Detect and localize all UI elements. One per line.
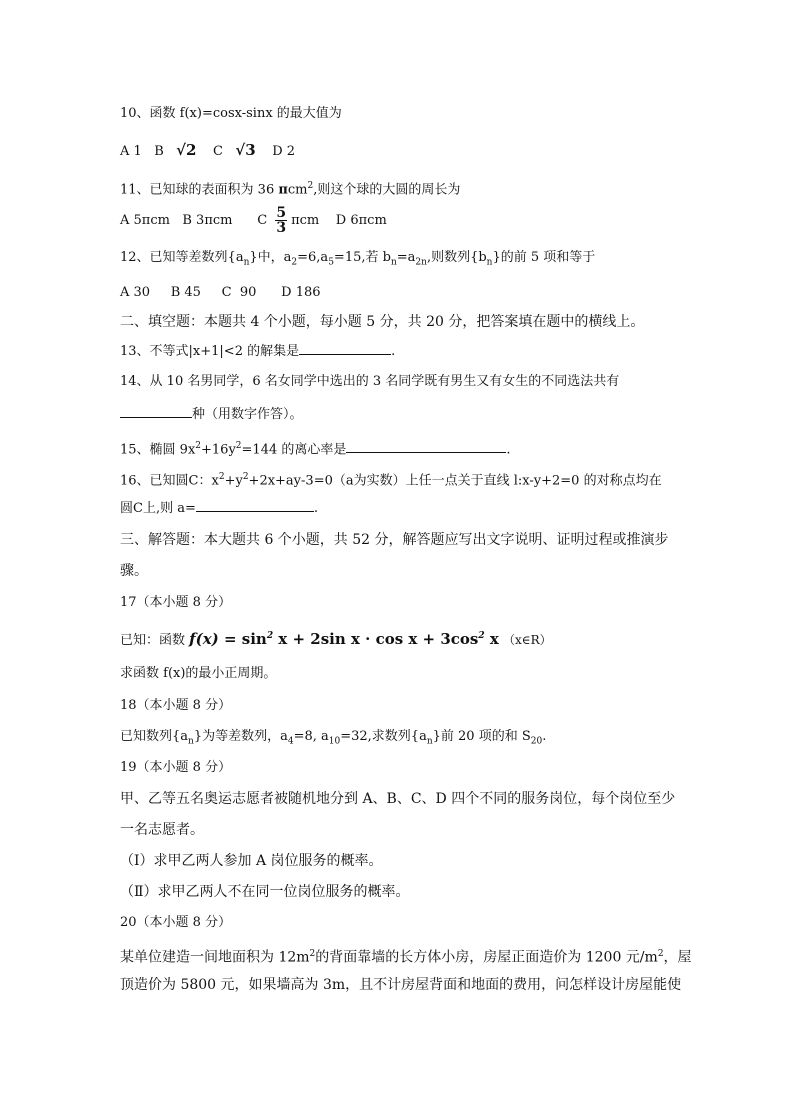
q10-options: A 1 B √2 C √3 D 2 (120, 141, 296, 159)
q16-stem-cont: 圆C上,则 a= . (120, 498, 318, 519)
q14-stem-cont: 种（用数字作答）。 (120, 404, 303, 425)
q13-stem: 13、不等式|x+1|<2 的解集是 . (120, 341, 395, 362)
q14-stem: 14、从 10 名男同学，6 名女同学中选出的 3 名同学既有男生又有女生的不同选法共有 (120, 374, 620, 389)
q18-heading: 18（本小题 8 分） (120, 698, 232, 713)
section-2-heading: 二、填空题：本题共 4 个小题，每小题 5 分，共 20 分，把答案填在题中的横线上。 (120, 314, 645, 330)
q12-options: A 30 B 45 C 90 D 186 (120, 285, 321, 300)
q17-formula: 已知：函数 $f(x) = \sin^2 x + 2\sin$ $x \cdot \cos x + 3\cos^2$ x （x∈R） (120, 630, 552, 648)
q19-heading: 19（本小题 8 分） (120, 760, 232, 775)
q16-stem: 16、已知圆C：$x^2+y^2+2x+ay-3=0(a$为实数）上任一点关于直线 l:x-y+2=0 的对称点均在 (120, 472, 662, 489)
answer-blank[interactable] (196, 498, 314, 512)
q19-part-1: （Ⅰ）求甲乙两人参加 A 岗位服务的概率。 (120, 853, 383, 869)
section-3-heading-cont: 骤。 (120, 563, 148, 579)
fraction-5-3: $\frac{5}{3}$ (276, 205, 287, 236)
q11-stem: 11、已知球的表面积为 36 πcm$^2$,则这个球的大圆的周长为 (120, 181, 461, 198)
q20-heading: 20（本小题 8 分） (120, 915, 232, 930)
q10-stem: 10、函数 f(x)=cosx-sinx 的最大值为 (120, 106, 342, 121)
q11-options: A 5πcm B 3πcm C $\frac{5}{3}$ πcm D 6πcm (120, 205, 387, 236)
q19-part-2: （Ⅱ）求甲乙两人不在同一位岗位服务的概率。 (120, 884, 410, 900)
q17-question: 求函数 f(x)的最小正周期。 (120, 666, 277, 681)
q20-stem: 某单位建造一间地面积为 $12m^2$的背面靠墙的长方体小房，房屋正面造价为 1200 元$/m^2$，屋 (120, 949, 692, 966)
q15-stem: 15、椭圆 $9x^2+16y^2=144$ 的离心率是 . (120, 441, 511, 458)
q17-heading: 17（本小题 8 分） (120, 595, 232, 610)
answer-blank[interactable] (299, 341, 391, 355)
q12-stem: 12、已知等差数列$\{a_n\}$中，$a_2=6,a_5=15$,若 $b_n=a_{2n}$,则数列$\{b_n\}$的前 5 项和等于 (120, 250, 596, 268)
q19-stem: 甲、乙等五名奥运志愿者被随机地分到 A、B、C、D 四个不同的服务岗位，每个岗位至少 (120, 791, 676, 807)
answer-blank[interactable] (346, 439, 506, 453)
answer-blank[interactable] (120, 404, 192, 418)
q18-stem: 已知数列$\{a_n\}$为等差数列，$a_4=8$, $a_{10}=32$,求数列$\{a_n\}$前 20 项的和 $S_{20}$. (120, 729, 547, 747)
q20-stem-cont: 顶造价为 5800 元，如果墙高为 3m，且不计房屋背面和地面的费用，问怎样设计房屋能使 (120, 977, 682, 993)
sqrt2-value: √2 (176, 141, 197, 159)
sqrt3-value: √3 (235, 141, 256, 159)
function-formula: $f(x) = \sin^2 x + 2\sin$ $x \cdot \cos x + 3\cos^2$ x (189, 630, 499, 648)
q19-stem-cont: 一名志愿者。 (120, 822, 204, 838)
section-3-heading: 三、解答题：本大题共 6 个小题，共 52 分，解答题应写出文字说明、证明过程或推演步 (120, 532, 669, 548)
